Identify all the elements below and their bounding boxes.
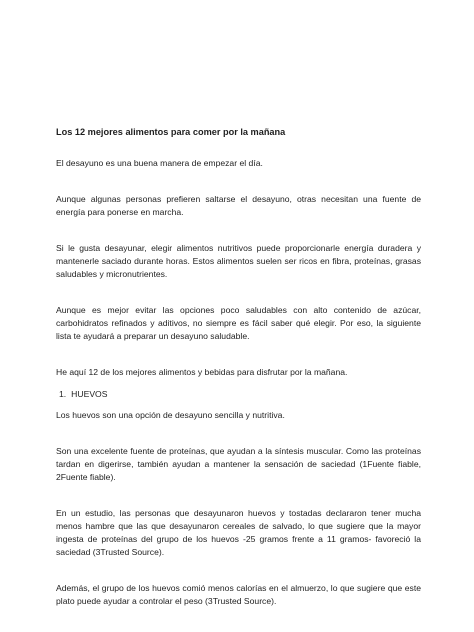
section-paragraph: Son una excelente fuente de proteínas, que ayudan a la síntesis muscular. Como las proteínas tardan en digerirse, también ayudan a mantener la sensación de saciedad (1Fuente fiable, 2Fuente fiable). <box>56 446 421 482</box>
paragraph: El desayuno es una buena manera de empezar el día. <box>56 158 263 168</box>
document-title: Los 12 mejores alimentos para comer por la mañana <box>56 127 286 137</box>
list-item-label: HUEVOS <box>71 389 108 399</box>
document-body <box>56 126 421 608</box>
section-paragraph: En un estudio, las personas que desayunaron huevos y tostadas declararon tener mucha menos hambre que las que desayunaron cereales de salvado, lo que sugiere que la mayor ingesta de proteínas del grupo de los huevos -25 gramos frente a 11 gramos- favoreció la saciedad (3Trusted Source). <box>56 508 421 557</box>
section-paragraph: Además, el grupo de los huevos comió menos calorías en el almuerzo, lo que sugiere que este plato puede ayudar a controlar el peso (3Trusted Source). <box>56 583 421 606</box>
list-item-number: 1. <box>59 389 67 399</box>
paragraph: He aquí 12 de los mejores alimentos y bebidas para disfrutar por la mañana. <box>56 367 348 377</box>
paragraph: Si le gusta desayunar, elegir alimentos nutritivos puede proporcionarle energía duradera y mantenerle saciado durante horas. Estos alimentos suelen ser ricos en fibra, proteínas, grasas saludables y micronutrientes. <box>56 243 421 279</box>
section-paragraph: Los huevos son una opción de desayuno sencilla y nutritiva. <box>56 410 285 420</box>
paragraph: Aunque es mejor evitar las opciones poco saludables con alto contenido de azúcar, carbohidratos refinados y aditivos, no siempre es fácil saber qué elegir. Por eso, la siguiente lista te ayudará a preparar un desayuno saludable. <box>56 305 421 341</box>
list-item-heading <box>59 388 421 401</box>
paragraph: Aunque algunas personas prefieren saltarse el desayuno, otras necesitan una fuente de energía para ponerse en marcha. <box>56 194 421 217</box>
